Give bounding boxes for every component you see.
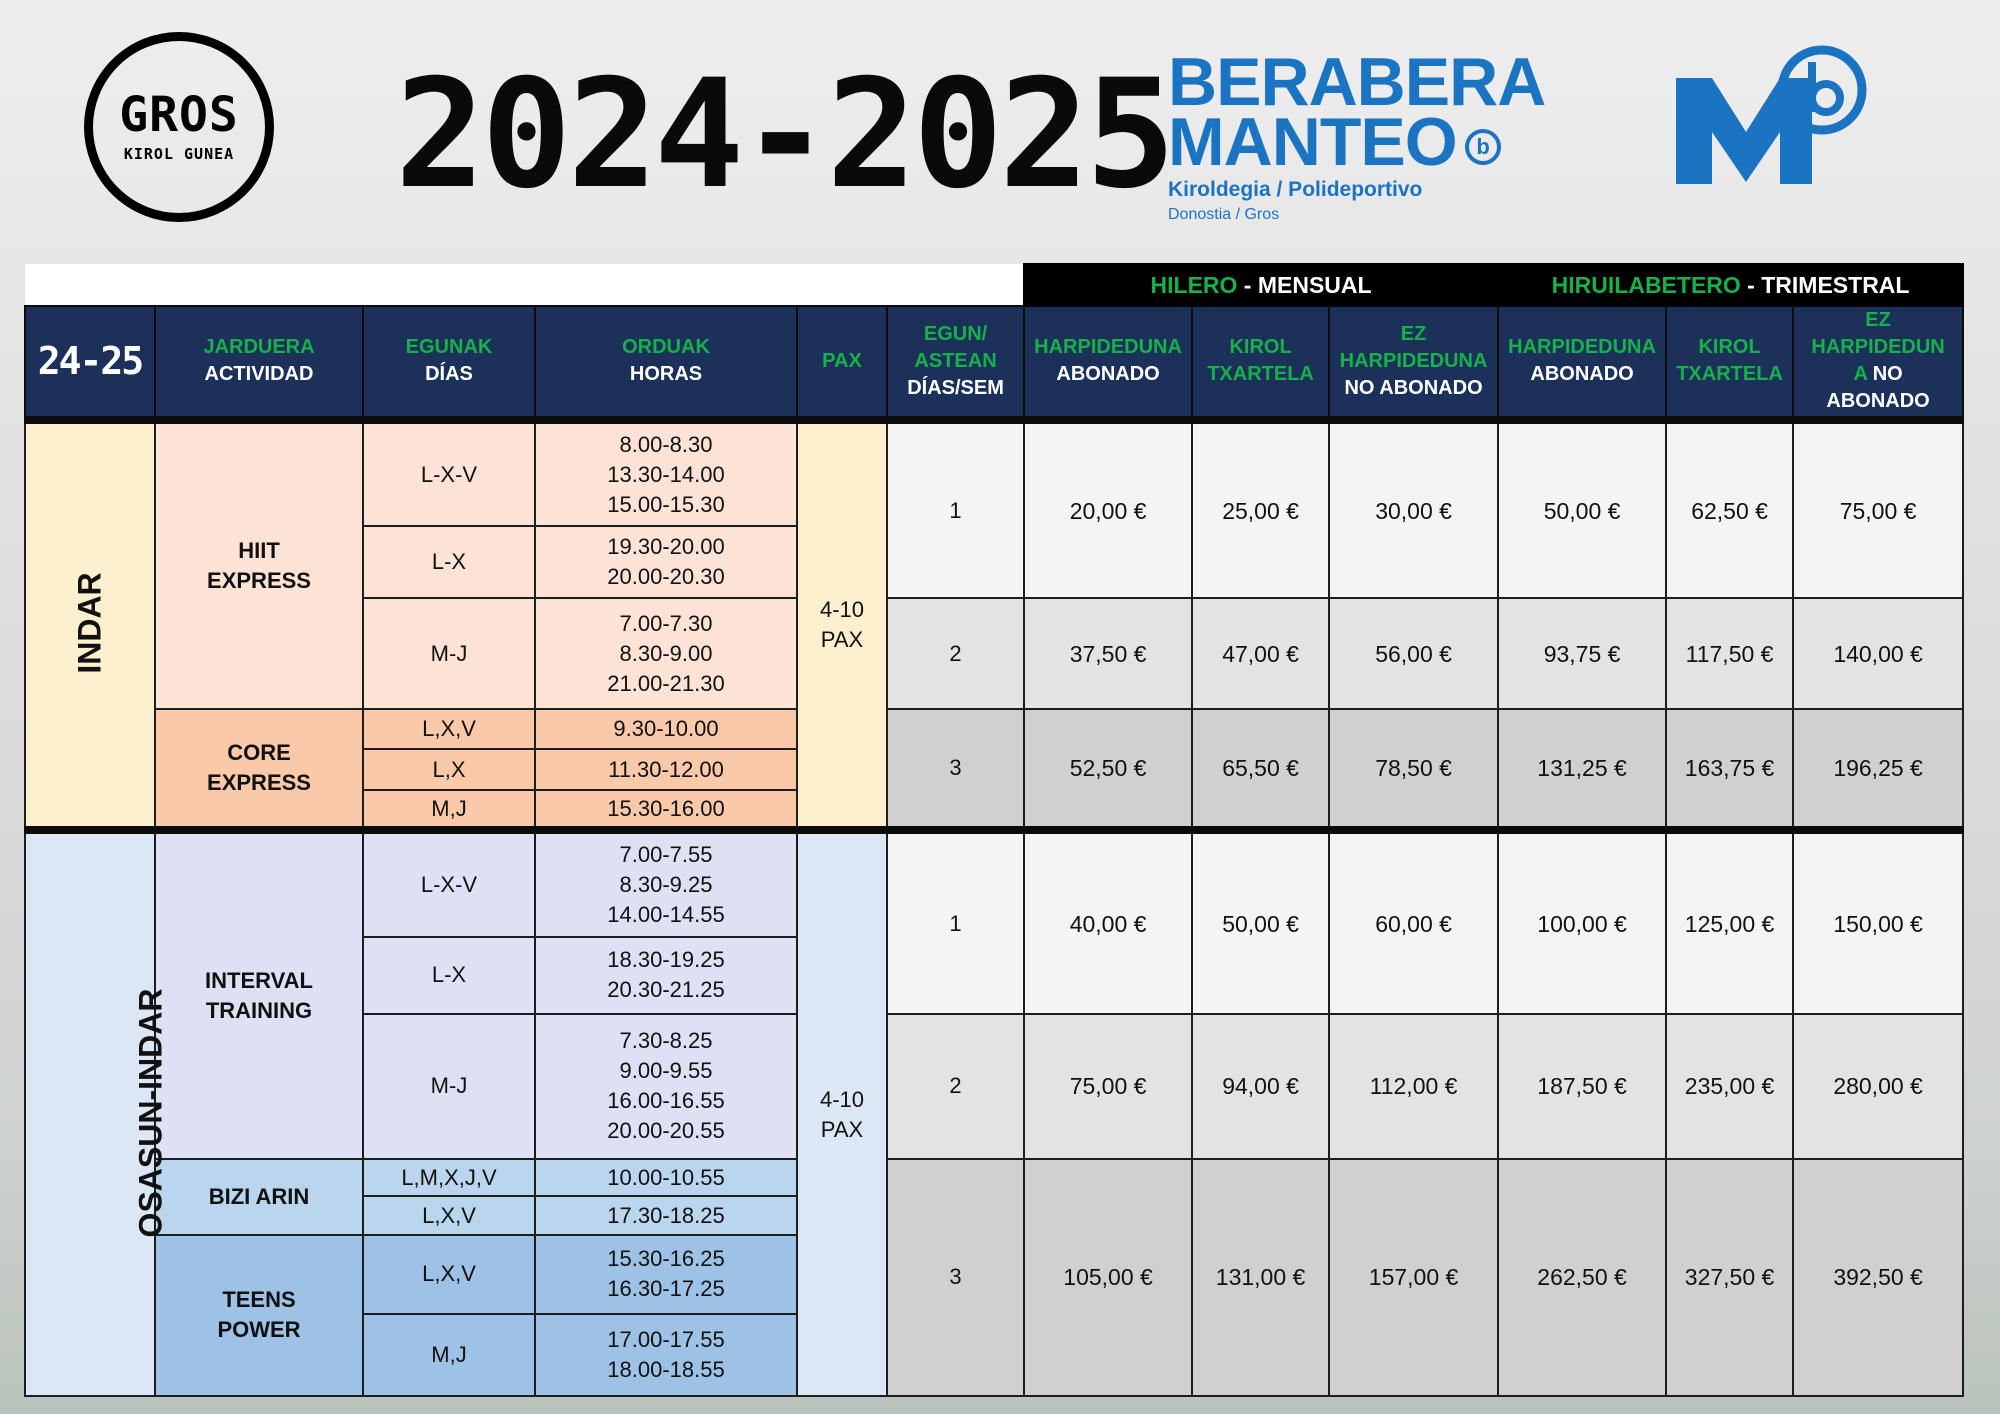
hours-cell: 18.30-19.25 20.30-21.25 bbox=[535, 937, 797, 1014]
price-cell: 60,00 € bbox=[1329, 830, 1498, 1013]
bm-logo-line2: MANTEO bbox=[1168, 104, 1457, 180]
gros-logo bbox=[84, 32, 274, 222]
hours-cell: 7.00-7.55 8.30-9.25 14.00-14.55 bbox=[535, 830, 797, 936]
price-cell: 262,50 € bbox=[1498, 1159, 1666, 1396]
price-cell: 62,50 € bbox=[1666, 420, 1793, 598]
price-cell: 56,00 € bbox=[1329, 598, 1498, 708]
price-cell: 131,25 € bbox=[1498, 709, 1666, 831]
days-week-cell: 1 bbox=[887, 830, 1024, 1013]
header-monthly-non-subscriber: EZ HARPIDEDUNA NO ABONADO bbox=[1329, 306, 1498, 421]
days-week-cell: 1 bbox=[887, 420, 1024, 598]
bm-logo-location: Donostia / Gros bbox=[1168, 206, 1280, 223]
price-cell: 157,00 € bbox=[1329, 1159, 1498, 1396]
header-activity: JARDUERA ACTIVIDAD bbox=[155, 306, 363, 421]
price-cell: 78,50 € bbox=[1329, 709, 1498, 831]
price-cell: 75,00 € bbox=[1024, 1014, 1192, 1159]
bm-logo-subtitle: Kiroldegia / Polideportivo bbox=[1168, 178, 1423, 201]
header-quarterly-card: KIROL TXARTELA bbox=[1666, 306, 1793, 421]
price-cell: 100,00 € bbox=[1498, 830, 1666, 1013]
days-cell: L,X,V bbox=[363, 1196, 535, 1235]
price-cell: 140,00 € bbox=[1793, 598, 1963, 708]
price-cell: 40,00 € bbox=[1024, 830, 1192, 1013]
activity-hiit-express: HIIT EXPRESS bbox=[155, 420, 363, 709]
days-cell: M-J bbox=[363, 598, 535, 708]
price-cell: 37,50 € bbox=[1024, 598, 1192, 708]
mb-monogram-logo bbox=[1672, 36, 1872, 196]
days-cell: L,X bbox=[363, 749, 535, 790]
hours-cell: 17.30-18.25 bbox=[535, 1196, 797, 1235]
days-cell: L-X-V bbox=[363, 830, 535, 936]
hours-cell: 8.00-8.30 13.30-14.00 15.00-15.30 bbox=[535, 420, 797, 526]
header-quarterly-subscriber: HARPIDEDUNA ABONADO bbox=[1498, 306, 1666, 421]
table-row bbox=[25, 830, 1963, 936]
pricing-table bbox=[24, 263, 1964, 1397]
table-row bbox=[25, 1159, 1963, 1196]
hours-cell: 15.30-16.00 bbox=[535, 790, 797, 831]
pax-cell: 4-10 PAX bbox=[797, 830, 887, 1396]
page-header bbox=[0, 0, 2000, 262]
days-week-cell: 3 bbox=[887, 1159, 1024, 1396]
price-cell: 196,25 € bbox=[1793, 709, 1963, 831]
hours-cell: 15.30-16.25 16.30-17.25 bbox=[535, 1235, 797, 1314]
days-cell: L,M,X,J,V bbox=[363, 1159, 535, 1196]
hours-cell: 7.30-8.25 9.00-9.55 16.00-16.55 20.00-20.55 bbox=[535, 1014, 797, 1159]
days-cell: L-X bbox=[363, 937, 535, 1014]
days-week-cell: 2 bbox=[887, 598, 1024, 708]
bm-logo-line1: BERABERA bbox=[1168, 44, 1546, 120]
group-header-row bbox=[25, 264, 1963, 306]
category-osasun-indar: OSASUN-INDAR bbox=[25, 830, 155, 1396]
price-cell: 112,00 € bbox=[1329, 1014, 1498, 1159]
days-cell: L,X,V bbox=[363, 709, 535, 750]
table-row bbox=[25, 709, 1963, 750]
pax-cell: 4-10 PAX bbox=[797, 420, 887, 830]
days-cell: L,X,V bbox=[363, 1235, 535, 1314]
price-cell: 65,50 € bbox=[1192, 709, 1329, 831]
gros-logo-subtitle: KIROL GUNEA bbox=[123, 145, 235, 163]
header-monthly-card: KIROL TXARTELA bbox=[1192, 306, 1329, 421]
column-header-row bbox=[25, 306, 1963, 421]
days-week-cell: 3 bbox=[887, 709, 1024, 831]
price-cell: 235,00 € bbox=[1666, 1014, 1793, 1159]
hours-cell: 7.00-7.30 8.30-9.00 21.00-21.30 bbox=[535, 598, 797, 708]
activity-core-express: CORE EXPRESS bbox=[155, 709, 363, 831]
header-hours: ORDUAK HORAS bbox=[535, 306, 797, 421]
price-cell: 187,50 € bbox=[1498, 1014, 1666, 1159]
price-cell: 47,00 € bbox=[1192, 598, 1329, 708]
days-cell: M,J bbox=[363, 790, 535, 831]
header-days: EGUNAK DÍAS bbox=[363, 306, 535, 421]
price-cell: 94,00 € bbox=[1192, 1014, 1329, 1159]
price-cell: 105,00 € bbox=[1024, 1159, 1192, 1396]
header-pax: PAX bbox=[797, 306, 887, 421]
hours-cell: 19.30-20.00 20.00-20.30 bbox=[535, 526, 797, 598]
price-cell: 163,75 € bbox=[1666, 709, 1793, 831]
price-cell: 93,75 € bbox=[1498, 598, 1666, 708]
price-cell: 50,00 € bbox=[1192, 830, 1329, 1013]
days-cell: M,J bbox=[363, 1314, 535, 1396]
hours-cell: 10.00-10.55 bbox=[535, 1159, 797, 1196]
days-cell: L-X-V bbox=[363, 420, 535, 526]
activity-interval-training: INTERVAL TRAINING bbox=[155, 830, 363, 1158]
price-cell: 30,00 € bbox=[1329, 420, 1498, 598]
hours-cell: 11.30-12.00 bbox=[535, 749, 797, 790]
price-cell: 20,00 € bbox=[1024, 420, 1192, 598]
header-quarterly-non-subscriber: EZ HARPIDEDUN A NO ABONADO bbox=[1793, 306, 1963, 421]
bm-logo-badge: b bbox=[1465, 129, 1501, 165]
price-cell: 131,00 € bbox=[1192, 1159, 1329, 1396]
header-monthly-subscriber: HARPIDEDUNA ABONADO bbox=[1024, 306, 1192, 421]
hours-cell: 17.00-17.55 18.00-18.55 bbox=[535, 1314, 797, 1396]
header-days-per-week: EGUN/ ASTEAN DÍAS/SEM bbox=[887, 306, 1024, 421]
days-week-cell: 2 bbox=[887, 1014, 1024, 1159]
table-row bbox=[25, 420, 1963, 526]
price-cell: 280,00 € bbox=[1793, 1014, 1963, 1159]
price-cell: 75,00 € bbox=[1793, 420, 1963, 598]
price-cell: 327,50 € bbox=[1666, 1159, 1793, 1396]
days-cell: L-X bbox=[363, 526, 535, 598]
price-cell: 125,00 € bbox=[1666, 830, 1793, 1013]
group-monthly: HILERO - MENSUAL bbox=[1024, 264, 1498, 306]
days-cell: M-J bbox=[363, 1014, 535, 1159]
activity-bizi-arin: BIZI ARIN bbox=[155, 1159, 363, 1235]
gros-logo-title: GROS bbox=[119, 87, 239, 143]
category-indar: INDAR bbox=[25, 420, 155, 830]
price-cell: 117,50 € bbox=[1666, 598, 1793, 708]
season-title: 2024-2025 bbox=[395, 48, 1172, 222]
price-cell: 150,00 € bbox=[1793, 830, 1963, 1013]
price-cell: 50,00 € bbox=[1498, 420, 1666, 598]
group-quarterly: HIRUILABETERO - TRIMESTRAL bbox=[1498, 264, 1963, 306]
header-season: 24-25 bbox=[25, 306, 155, 421]
berabera-manteo-logo bbox=[1168, 44, 1546, 224]
activity-teens-power: TEENS POWER bbox=[155, 1235, 363, 1396]
hours-cell: 9.30-10.00 bbox=[535, 709, 797, 750]
price-cell: 392,50 € bbox=[1793, 1159, 1963, 1396]
price-cell: 25,00 € bbox=[1192, 420, 1329, 598]
price-cell: 52,50 € bbox=[1024, 709, 1192, 831]
